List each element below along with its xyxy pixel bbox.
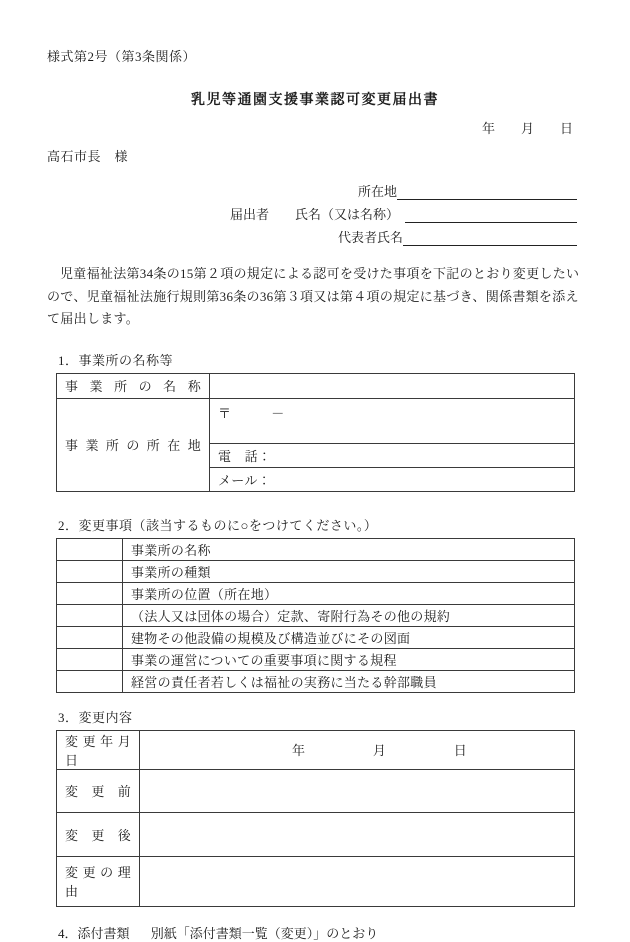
change-item-label: 事業所の位置（所在地） <box>123 582 575 604</box>
year-unit: 年 <box>292 743 306 758</box>
after-change-row <box>57 812 575 856</box>
circle-mark-cell[interactable] <box>57 538 123 560</box>
change-date-label: 変更年月日 <box>57 730 140 769</box>
section3-heading: 3．変更内容 <box>58 709 133 725</box>
circle-mark-cell[interactable] <box>57 648 123 670</box>
before-change-row <box>57 769 575 812</box>
change-reason-label: 変更の理由 <box>57 856 140 906</box>
month-unit: 月 <box>372 743 387 758</box>
change-date-row <box>57 730 575 769</box>
change-item-row <box>57 560 575 582</box>
change-items-table <box>56 538 575 693</box>
after-change-input-cell[interactable] <box>140 812 575 856</box>
change-item-row <box>57 604 575 626</box>
change-item-row <box>57 538 575 560</box>
applicant-address-row <box>0 177 577 200</box>
section4-heading: 4．添付書類 <box>58 925 130 941</box>
change-item-row <box>57 626 575 648</box>
office-name-label: 事業所の名称 <box>57 373 210 398</box>
office-address-label: 事業所の所在地 <box>57 398 210 491</box>
form-title: 乳児等通園支援事業認可変更届出書 <box>191 93 439 108</box>
change-item-label: 事業所の種類 <box>123 560 575 582</box>
legal-statement-paragraph: 児童福祉法第34条の15第２項の規定による認可を受けた事項を下記のとおり変更したいので、児童福祉法施行規則第36条の36第３項又は第４項の規定に基づき、関係書類を添えて届出します。 <box>47 266 580 326</box>
applicant-address-label: 所在地 <box>357 184 397 199</box>
submission-date-line: 年 月 日 <box>481 121 573 136</box>
change-item-row <box>57 670 575 692</box>
office-name-input-cell[interactable] <box>210 373 575 398</box>
section4-line <box>58 923 630 942</box>
postal-code-input-cell[interactable]: 〒 － <box>210 398 575 443</box>
applicant-name-label: 氏名（又は名称） <box>294 207 399 222</box>
circle-mark-cell[interactable] <box>57 582 123 604</box>
after-change-label: 変更後 <box>57 812 140 856</box>
section1-heading: 1．事業所の名称等 <box>58 352 174 368</box>
attached-documents-text: 別紙「添付書類一覧（変更）」のとおり <box>150 925 379 941</box>
change-reason-input-cell[interactable] <box>140 856 575 906</box>
representative-name-input-line[interactable] <box>403 231 577 246</box>
section2-heading: 2．変更事項（該当するものに○をつけてください。） <box>58 517 378 533</box>
change-item-label: 建物その他設備の規模及び構造並びにその図面 <box>123 626 575 648</box>
change-item-label: 経営の責任者若しくは福祉の実務に当たる幹部職員 <box>123 670 575 692</box>
office-name-row <box>57 373 575 398</box>
change-item-label: 事業の運営についての重要事項に関する規程 <box>123 648 575 670</box>
email-input-cell[interactable]: メール： <box>210 467 575 491</box>
representative-name-label: 代表者氏名 <box>337 230 403 245</box>
circle-mark-cell[interactable] <box>57 626 123 648</box>
office-address-row <box>57 398 575 443</box>
applicant-address-input-line[interactable] <box>397 185 577 200</box>
representative-name-row <box>0 223 577 246</box>
office-info-table <box>56 373 575 492</box>
change-date-input-cell[interactable] <box>140 730 575 769</box>
change-item-row <box>57 648 575 670</box>
change-reason-row <box>57 856 575 906</box>
applicant-label: 届出者 <box>229 207 269 222</box>
circle-mark-cell[interactable] <box>57 670 123 692</box>
before-change-label: 変更前 <box>57 769 140 812</box>
form-number: 様式第2号（第3条関係） <box>47 49 197 64</box>
addressee-mayor: 高石市長 様 <box>47 149 129 164</box>
circle-mark-cell[interactable] <box>57 604 123 626</box>
change-item-label: （法人又は団体の場合）定款、寄附行為その他の規約 <box>123 604 575 626</box>
applicant-name-row <box>0 200 577 223</box>
phone-input-cell[interactable]: 電 話： <box>210 443 575 467</box>
change-item-row <box>57 582 575 604</box>
applicant-name-input-line[interactable] <box>405 208 577 223</box>
circle-mark-cell[interactable] <box>57 560 123 582</box>
day-unit: 日 <box>453 743 468 758</box>
change-item-label: 事業所の名称 <box>123 538 575 560</box>
applicant-block <box>0 177 630 246</box>
change-details-table <box>56 730 575 907</box>
before-change-input-cell[interactable] <box>140 769 575 812</box>
